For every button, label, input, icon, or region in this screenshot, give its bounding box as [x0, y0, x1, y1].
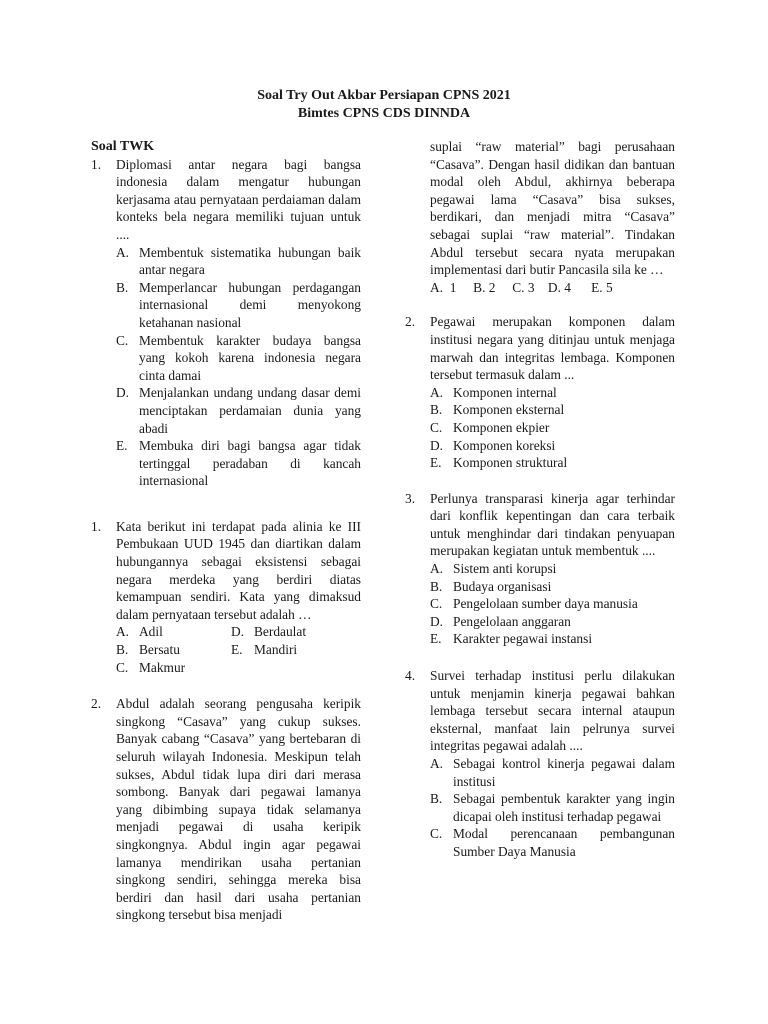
question-number: 4.: [405, 668, 416, 684]
answer-option: [430, 578, 675, 596]
answer-option: [430, 560, 675, 578]
option-letter: C.: [430, 419, 443, 435]
answer-option: [430, 595, 675, 613]
answer-option: [430, 630, 675, 648]
option-text: Makmur: [139, 659, 186, 675]
option-text: Membuka diri bagi bangsa agar tidak tertinggal peradaban di kancah internasional: [139, 438, 361, 489]
option-text: Membentuk sistematika hubungan baik antar negara: [139, 244, 361, 278]
option-text: Karakter pegawai instansi: [453, 631, 593, 647]
option-letter: E.: [116, 438, 128, 454]
answer-option: [430, 454, 675, 472]
option-letter: D.: [231, 624, 245, 640]
option-letter: A.: [430, 561, 444, 577]
question-text: Survei terhadap institusi perlu dilakukan untuk menjamin kinerja pegawai bahkan lembaga tersebut secara internal ataupun eksternal, manfaat lain pelrunya survei integritas pegawai adalah ....: [430, 668, 675, 754]
answer-option: [430, 755, 675, 790]
option-text: Adil: [139, 624, 163, 640]
option-text: Pengelolaan anggaran: [453, 613, 571, 629]
option-text: Sebagai pembentuk karakter yang ingin dicapai oleh institusi terhadap pegawai: [453, 791, 675, 824]
question-block: [405, 313, 675, 471]
answer-option: [116, 437, 361, 490]
answer-option: [231, 641, 361, 659]
option-letter: B.: [116, 279, 129, 295]
option-text: Menjalankan undang undang dasar demi menciptakan perdamaian dunia yang abadi: [139, 385, 361, 436]
option-text: Komponen koreksi: [453, 437, 556, 453]
answer-option: [116, 279, 361, 332]
option-text: Pengelolaan sumber daya manusia: [453, 596, 638, 612]
inline-options: A. 1 B. 2 C. 3 D. 4 E. 5: [430, 279, 613, 295]
question-block: [91, 518, 361, 676]
option-letter: B.: [116, 642, 129, 658]
question-number: 3.: [405, 490, 416, 506]
question-number: 1.: [91, 156, 102, 172]
section-heading: Soal TWK: [91, 139, 155, 154]
document-subtitle: Bimtes CPNS CDS DINNDA: [297, 106, 471, 121]
option-text: Komponen struktural: [453, 455, 568, 471]
answer-option: [116, 641, 231, 659]
option-letter: B.: [430, 791, 443, 807]
option-text: Budaya organisasi: [453, 578, 552, 594]
left-column: [91, 138, 361, 924]
answer-option: [116, 384, 361, 437]
option-list: [116, 244, 361, 490]
answer-option: [430, 613, 675, 631]
right-column: [405, 138, 675, 861]
option-text: Komponen ekpier: [453, 419, 550, 435]
option-text: Mandiri: [254, 642, 298, 658]
question-block: [405, 667, 675, 861]
answer-option: [430, 384, 675, 402]
question-number: 2.: [91, 696, 102, 712]
question-continuation: suplai “raw material” bagi perusahaan “Casava”. Dengan hasil didikan dan bantuan modal oleh Abdul, akhirnya beberapa pegawai lama “Casava” bisa sukses, berdikari, dan menjadi mitra “Casava” sebagai suplai “raw material”. Tindakan Abdul tersebut secara nyata merupakan implementasi dari butir Pancasila sila ke …: [430, 139, 675, 278]
option-letter: E.: [430, 455, 442, 471]
option-text: Sebagai kontrol kinerja pegawai dalam institusi: [453, 756, 675, 789]
option-text: Berdaulat: [254, 624, 307, 640]
question-text: Abdul adalah seorang pengusaha keripik singkong “Casava” yang cukup sukses. Banyak cabang “Casava” yang bertebaran di seluruh wilayah Indonesia. Meskipun telah sukses, Abdul tidak lupa diri dari merasa sombong. Banyak dari pegawai lamanya yang dibimbing supaya tidak selamanya menjadi pegawai di usaha keripik singkongnya. Abdul ingin agar pegawai lamanya mendirikan usaha pertanian singkong sendiri, sehingga mereka bisa berdiri dan hasil dari usaha pertanian singkong tersebut bisa menjadi: [116, 696, 361, 923]
option-letter: D.: [116, 385, 130, 401]
answer-option: [231, 623, 361, 641]
option-letter: E.: [231, 642, 243, 658]
option-text: Komponen internal: [453, 384, 557, 400]
option-letter: A.: [116, 624, 130, 640]
answer-option: [116, 244, 361, 279]
option-letter: B.: [430, 402, 443, 418]
option-letter: C.: [116, 659, 129, 675]
option-text: Membentuk karakter budaya bangsa yang kokoh karena indonesia negara cinta damai: [139, 332, 361, 383]
question-block: [91, 156, 361, 490]
option-grid: [116, 623, 361, 676]
question-text: Kata berikut ini terdapat pada alinia ke III Pembukaan UUD 1945 dan diartikan dalam hubungannya sebagai eksistensi sebagai negara merdeka yang berdiri diatas kemampuan sendiri. Kata yang dimaksud dalam pernyataan tersebut adalah …: [116, 518, 361, 622]
question-text: Perlunya transparasi kinerja agar terhindar dari konflik kepentingan dan cara terbaik untuk menghindar dari tindakan penyuapan merupakan kegiatan untuk membentuk ....: [430, 490, 675, 559]
question-block: [405, 490, 675, 648]
option-letter: A.: [430, 756, 444, 771]
question-text: Pegawai merupakan komponen dalam institusi negara yang ditinjau untuk menjaga marwah dan integritas lembaga. Komponen tersebut termasuk dalam ...: [430, 314, 675, 383]
option-letter: A.: [116, 244, 130, 260]
option-letter: C.: [116, 332, 129, 348]
option-text: Modal perencanaan pembangunan Sumber Daya Manusia: [453, 826, 675, 859]
option-letter: A.: [430, 384, 444, 400]
answer-option: [116, 332, 361, 385]
option-text: Memperlancar hubungan perdagangan internasional demi menyokong ketahanan nasional: [139, 279, 361, 330]
option-letter: E.: [430, 631, 442, 647]
option-text: Bersatu: [139, 642, 180, 658]
option-letter: B.: [430, 578, 443, 594]
question-text: Diplomasi antar negara bagi bangsa indonesia dalam mengatur hubungan kerjasama atau pernyataan perdaiaman dalam konteks bela negara memiliki tujuan untuk ....: [116, 156, 361, 242]
answer-option: [430, 401, 675, 419]
option-letter: C.: [430, 596, 443, 612]
option-text: Sistem anti korupsi: [453, 561, 557, 577]
answer-option: [430, 825, 675, 860]
answer-option: [430, 419, 675, 437]
answer-option: [116, 659, 231, 677]
question-block: [91, 695, 361, 924]
answer-option: [430, 437, 675, 455]
answer-option: [116, 623, 231, 641]
question-number: 2.: [405, 314, 416, 330]
option-text: Komponen eksternal: [453, 402, 565, 418]
document-title: Soal Try Out Akbar Persiapan CPNS 2021: [257, 88, 511, 103]
answer-option: [430, 790, 675, 825]
option-letter: C.: [430, 826, 443, 842]
option-letter: D.: [430, 613, 444, 629]
question-number: 1.: [91, 518, 102, 534]
option-letter: D.: [430, 437, 444, 453]
